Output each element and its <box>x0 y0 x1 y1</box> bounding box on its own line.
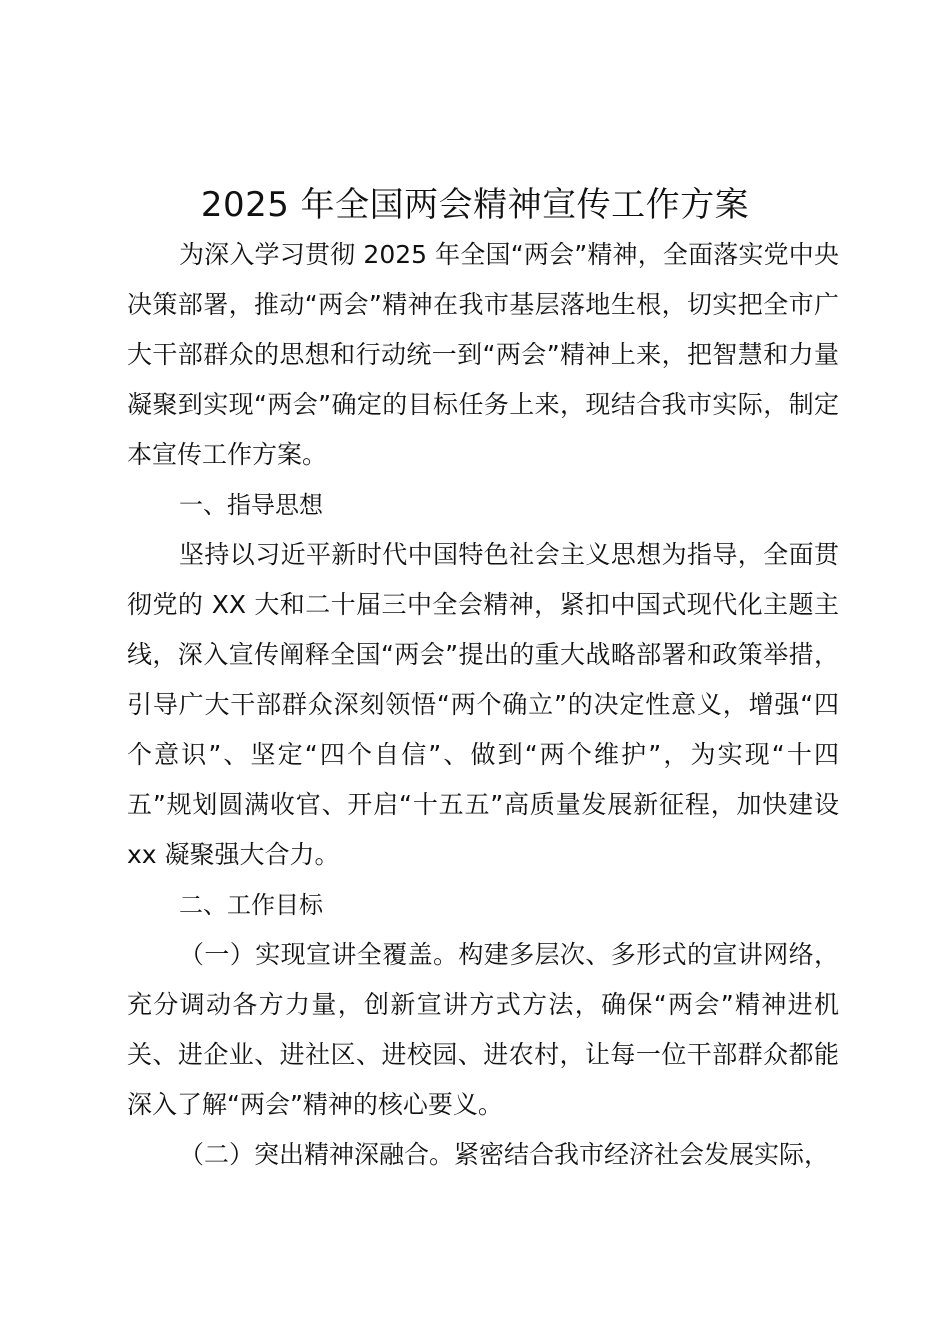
document-title: 2025 年全国两会精神宣传工作方案 <box>200 185 750 225</box>
work-goal-item-2: （二）突出精神深融合。紧密结合我市经济社会发展实际， <box>179 1140 830 1169</box>
intro-paragraph: 为深入学习贯彻 2025 年全国“两会”精神，全面落实党中央决策部署，推动“两会”精神在我市基层落地生根，切实把全市广大干部群众的思想和行动统一到“两会”精神上来，把智慧和力量凝聚到实现“两会”确定的目标任务上来，现结合我市实际，制定本宣传工作方案。 <box>127 240 839 469</box>
section-heading-work-goals: 二、工作目标 <box>179 891 323 919</box>
work-goal-item-1: （一）实现宣讲全覆盖。构建多层次、多形式的宣讲网络，充分调动各方力量，创新宣讲方式方法，确保“两会”精神进机关、进企业、进社区、进校园、进农村，让每一位干部群众都能深入了解“两会”精神的核心要义。 <box>127 940 839 1119</box>
guiding-ideology-paragraph: 坚持以习近平新时代中国特色社会主义思想为指导，全面贯彻党的 XX 大和二十届三中全会精神，紧扣中国式现代化主题主线，深入宣传阐释全国“两会”提出的重大战略部署和政策举措，引导广大干部群众深刻领悟“两个确立”的决定性意义，增强“四个意识”、坚定“四个自信”、做到“两个维护”，为实现“十四五”规划圆满收官、开启“十五五”高质量发展新征程，加快建设 xx 凝聚强大合力。 <box>127 540 839 869</box>
document-body <box>127 230 839 1180</box>
section-heading-guiding-ideology: 一、指导思想 <box>179 491 323 519</box>
